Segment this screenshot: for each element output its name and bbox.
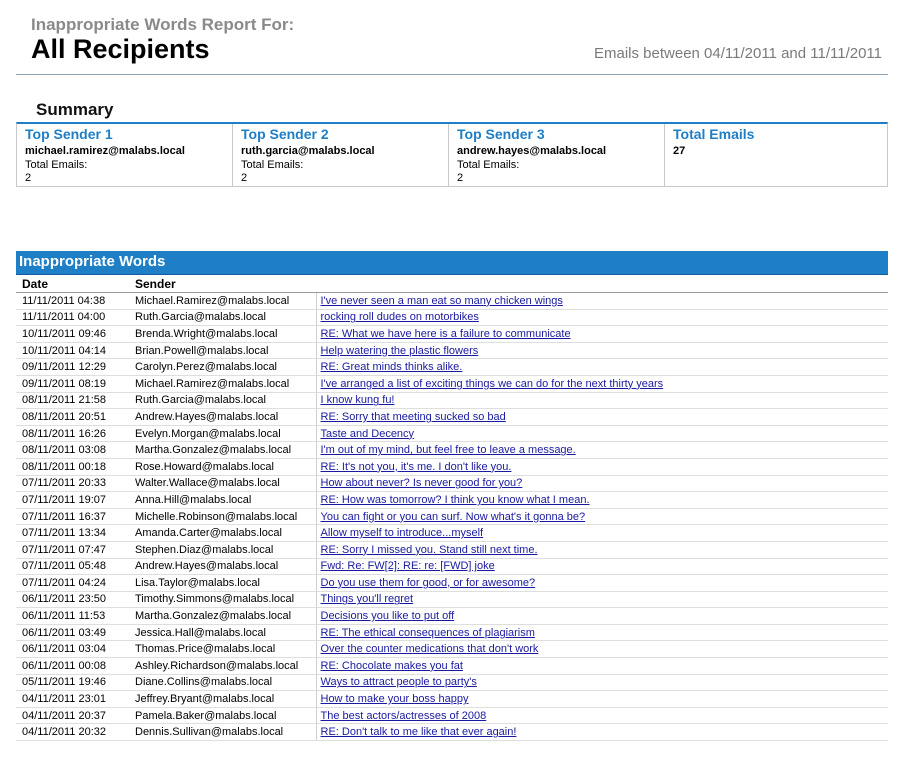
page-title: All Recipients <box>31 34 210 64</box>
summary-value: 2 <box>241 172 248 184</box>
row-date: 09/11/2011 12:29 <box>16 359 129 376</box>
row-sender: Anna.Hill@malabs.local <box>129 492 316 509</box>
section-title: Inappropriate Words <box>16 251 888 275</box>
column-header-date: Date <box>16 275 129 293</box>
row-date: 06/11/2011 23:50 <box>16 591 129 608</box>
subject-link[interactable]: RE: What we have here is a failure to communicate <box>320 327 571 340</box>
subject-link[interactable]: RE: Sorry I missed you. Stand still next time. <box>320 543 538 556</box>
row-date: 08/11/2011 20:51 <box>16 409 129 426</box>
subject-link[interactable]: Decisions you like to put off <box>320 610 455 623</box>
subject-link[interactable]: Ways to attract people to party's <box>320 676 477 689</box>
summary-email: ruth.garcia@malabs.local <box>241 145 375 157</box>
subject-link[interactable]: RE: Chocolate makes you fat <box>320 659 463 672</box>
subject-link[interactable]: You can fight or you can surf. Now what's it gonna be? <box>320 510 586 523</box>
row-subject-cell <box>316 558 888 575</box>
row-sender: Michelle.Robinson@malabs.local <box>129 508 316 525</box>
table-row <box>16 326 888 343</box>
row-date: 07/11/2011 20:33 <box>16 475 129 492</box>
subject-link[interactable]: I've never seen a man eat so many chicken wings <box>320 294 563 307</box>
table-row <box>16 724 888 741</box>
row-date: 08/11/2011 03:08 <box>16 442 129 459</box>
subject-link[interactable]: RE: It's not you, it's me. I don't like you. <box>320 460 512 473</box>
summary-label: Total Emails: <box>241 159 304 171</box>
subject-link[interactable]: Things you'll regret <box>320 593 414 606</box>
row-subject-cell <box>316 724 888 741</box>
row-sender: Ruth.Garcia@malabs.local <box>129 309 316 326</box>
row-subject-cell <box>316 309 888 326</box>
row-sender: Amanda.Carter@malabs.local <box>129 525 316 542</box>
table-row <box>16 641 888 658</box>
table-row <box>16 691 888 708</box>
subject-link[interactable]: RE: The ethical consequences of plagiarism <box>320 626 535 639</box>
row-sender: Stephen.Diaz@malabs.local <box>129 541 316 558</box>
row-subject-cell <box>316 541 888 558</box>
table-row <box>16 425 888 442</box>
row-subject-cell <box>316 658 888 675</box>
table-row <box>16 608 888 625</box>
row-date: 06/11/2011 03:49 <box>16 624 129 641</box>
summary-top-sender-1 <box>17 124 233 186</box>
row-date: 08/11/2011 21:58 <box>16 392 129 409</box>
table-header-row <box>16 275 888 293</box>
row-sender: Ashley.Richardson@malabs.local <box>129 658 316 675</box>
table-row <box>16 658 888 675</box>
row-sender: Rose.Howard@malabs.local <box>129 458 316 475</box>
row-subject-cell <box>316 342 888 359</box>
subject-link[interactable]: Do you use them for good, or for awesome? <box>320 576 536 589</box>
subject-link[interactable]: Allow myself to introduce...myself <box>320 527 484 540</box>
row-subject-cell <box>316 575 888 592</box>
row-subject-cell <box>316 707 888 724</box>
subject-link[interactable]: The best actors/actresses of 2008 <box>320 709 487 722</box>
row-date: 11/11/2011 04:00 <box>16 309 129 326</box>
row-sender: Michael.Ramirez@malabs.local <box>129 293 316 310</box>
row-date: 11/11/2011 04:38 <box>16 293 129 310</box>
row-date: 05/11/2011 19:46 <box>16 674 129 691</box>
column-header-sender: Sender <box>129 275 316 293</box>
subject-link[interactable]: I'm out of my mind, but feel free to leave a message. <box>320 444 576 457</box>
row-date: 04/11/2011 20:32 <box>16 724 129 741</box>
row-subject-cell <box>316 608 888 625</box>
row-date: 04/11/2011 23:01 <box>16 691 129 708</box>
table-row <box>16 309 888 326</box>
row-subject-cell <box>316 425 888 442</box>
table-row <box>16 293 888 310</box>
row-subject-cell <box>316 442 888 459</box>
row-subject-cell <box>316 475 888 492</box>
row-subject-cell <box>316 691 888 708</box>
summary-title: Summary <box>36 100 114 119</box>
row-date: 10/11/2011 09:46 <box>16 326 129 343</box>
row-date: 06/11/2011 03:04 <box>16 641 129 658</box>
row-sender: Brenda.Wright@malabs.local <box>129 326 316 343</box>
row-subject-cell <box>316 375 888 392</box>
summary-heading: Top Sender 1 <box>25 126 113 142</box>
row-date: 06/11/2011 11:53 <box>16 608 129 625</box>
summary-panel <box>16 122 888 187</box>
table-row <box>16 508 888 525</box>
subject-link[interactable]: RE: Sorry that meeting sucked so bad <box>320 410 506 423</box>
table-row <box>16 342 888 359</box>
table-row <box>16 458 888 475</box>
table-row <box>16 674 888 691</box>
column-header-subject <box>316 275 888 293</box>
row-sender: Ruth.Garcia@malabs.local <box>129 392 316 409</box>
table-row <box>16 575 888 592</box>
row-sender: Michael.Ramirez@malabs.local <box>129 375 316 392</box>
row-sender: Timothy.Simmons@malabs.local <box>129 591 316 608</box>
summary-top-sender-2 <box>233 124 449 186</box>
subject-link[interactable]: rocking roll dudes on motorbikes <box>320 311 479 324</box>
table-row <box>16 591 888 608</box>
summary-value: 2 <box>25 172 32 184</box>
subject-link[interactable]: How to make your boss happy <box>320 693 469 706</box>
table-row <box>16 375 888 392</box>
row-sender: Andrew.Hayes@malabs.local <box>129 558 316 575</box>
row-sender: Pamela.Baker@malabs.local <box>129 707 316 724</box>
subject-link[interactable]: Taste and Decency <box>320 427 415 440</box>
row-sender: Jessica.Hall@malabs.local <box>129 624 316 641</box>
summary-total-value: 27 <box>673 145 686 157</box>
row-subject-cell <box>316 674 888 691</box>
row-date: 07/11/2011 07:47 <box>16 541 129 558</box>
row-date: 07/11/2011 19:07 <box>16 492 129 509</box>
subject-link[interactable]: Over the counter medications that don't work <box>320 643 539 656</box>
subject-link[interactable]: Fwd: Re: FW[2]: RE: re: [FWD] joke <box>320 560 495 573</box>
summary-value: 2 <box>457 172 464 184</box>
table-row <box>16 475 888 492</box>
row-sender: Martha.Gonzalez@malabs.local <box>129 608 316 625</box>
subject-link[interactable]: I've arranged a list of exciting things we can do for the next thirty years <box>320 377 664 390</box>
inappropriate-words-section <box>16 251 888 741</box>
row-subject-cell <box>316 525 888 542</box>
row-sender: Martha.Gonzalez@malabs.local <box>129 442 316 459</box>
row-date: 08/11/2011 16:26 <box>16 425 129 442</box>
row-sender: Andrew.Hayes@malabs.local <box>129 409 316 426</box>
row-subject-cell <box>316 392 888 409</box>
table-row <box>16 492 888 509</box>
row-date: 09/11/2011 08:19 <box>16 375 129 392</box>
subject-link[interactable]: I know kung fu! <box>320 394 395 407</box>
summary-label: Total Emails: <box>25 159 88 171</box>
table-row <box>16 707 888 724</box>
row-sender: Walter.Wallace@malabs.local <box>129 475 316 492</box>
table-row <box>16 541 888 558</box>
row-subject-cell <box>316 359 888 376</box>
summary-email: michael.ramirez@malabs.local <box>25 145 185 157</box>
table-row <box>16 624 888 641</box>
table-row <box>16 392 888 409</box>
table-row <box>16 558 888 575</box>
subject-link[interactable]: RE: Great minds thinks alike. <box>320 361 463 374</box>
summary-heading: Total Emails <box>673 126 755 142</box>
row-date: 04/11/2011 20:37 <box>16 707 129 724</box>
row-sender: Dennis.Sullivan@malabs.local <box>129 724 316 741</box>
subject-link[interactable]: How about never? Is never good for you? <box>320 477 523 490</box>
table-row <box>16 359 888 376</box>
summary-heading: Top Sender 3 <box>457 126 545 142</box>
subject-link[interactable]: Help watering the plastic flowers <box>320 344 479 357</box>
row-date: 07/11/2011 05:48 <box>16 558 129 575</box>
table-row <box>16 409 888 426</box>
row-sender: Evelyn.Morgan@malabs.local <box>129 425 316 442</box>
row-date: 10/11/2011 04:14 <box>16 342 129 359</box>
row-subject-cell <box>316 641 888 658</box>
row-date: 08/11/2011 00:18 <box>16 458 129 475</box>
summary-heading: Top Sender 2 <box>241 126 329 142</box>
row-sender: Lisa.Taylor@malabs.local <box>129 575 316 592</box>
row-date: 07/11/2011 04:24 <box>16 575 129 592</box>
date-range: Emails between 04/11/2011 and 11/11/2011 <box>594 45 882 62</box>
row-sender: Carolyn.Perez@malabs.local <box>129 359 316 376</box>
row-subject-cell <box>316 492 888 509</box>
summary-email: andrew.hayes@malabs.local <box>457 145 607 157</box>
row-sender: Brian.Powell@malabs.local <box>129 342 316 359</box>
summary-total-emails <box>665 124 887 186</box>
row-subject-cell <box>316 409 888 426</box>
report-subtitle: Inappropriate Words Report For: <box>31 15 295 34</box>
subject-link[interactable]: RE: Don't talk to me like that ever again! <box>320 726 517 739</box>
row-sender: Jeffrey.Bryant@malabs.local <box>129 691 316 708</box>
row-date: 07/11/2011 13:34 <box>16 525 129 542</box>
row-subject-cell <box>316 508 888 525</box>
row-subject-cell <box>316 458 888 475</box>
row-subject-cell <box>316 591 888 608</box>
row-date: 07/11/2011 16:37 <box>16 508 129 525</box>
row-subject-cell <box>316 293 888 310</box>
row-subject-cell <box>316 624 888 641</box>
row-date: 06/11/2011 00:08 <box>16 658 129 675</box>
table-row <box>16 442 888 459</box>
summary-top-sender-3 <box>449 124 665 186</box>
header-divider <box>16 74 888 75</box>
emails-table <box>16 275 888 741</box>
summary-label: Total Emails: <box>457 159 520 171</box>
row-sender: Diane.Collins@malabs.local <box>129 674 316 691</box>
subject-link[interactable]: RE: How was tomorrow? I think you know what I mean. <box>320 493 590 506</box>
row-sender: Thomas.Price@malabs.local <box>129 641 316 658</box>
row-subject-cell <box>316 326 888 343</box>
table-row <box>16 525 888 542</box>
